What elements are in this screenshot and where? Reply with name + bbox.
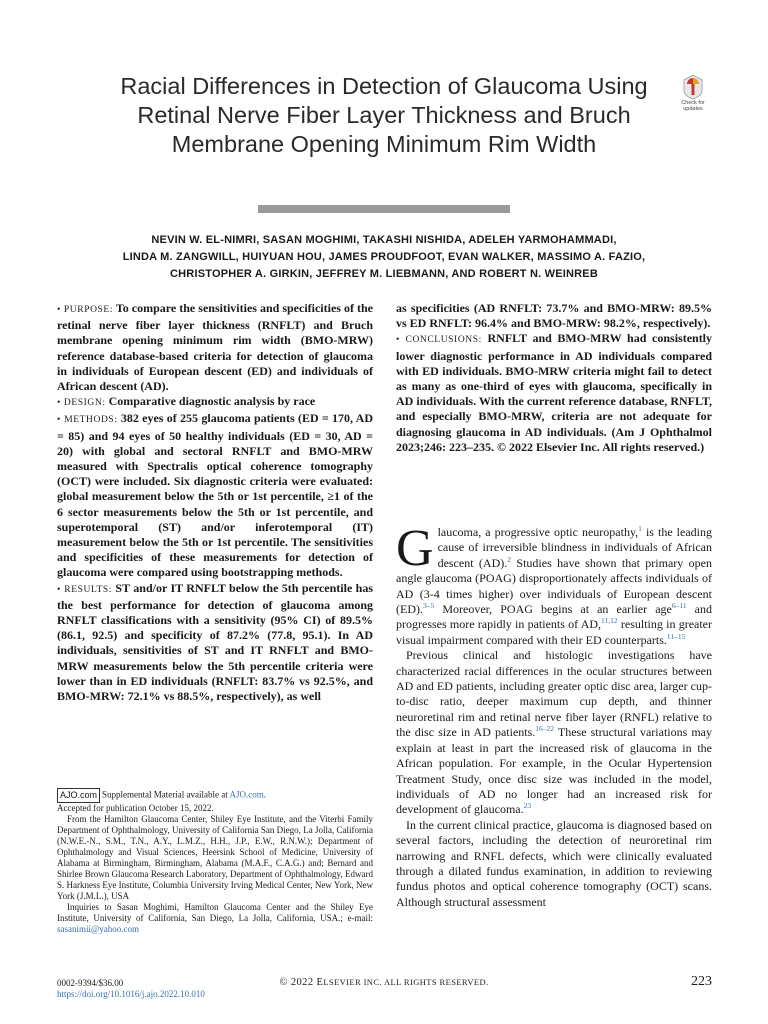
reference-link[interactable]: 11,12: [601, 616, 618, 626]
badge-line2: updates: [683, 106, 703, 112]
purpose-text: To compare the sensitivities and specificities of the retinal nerve fiber layer thickness (RNFLT) and Bruch membrane opening minimum rim width (BMO-MRW) reference database-based criteria for detection of glaucoma in individuals of European descent (ED) and individuals of African descent (AD).: [57, 301, 373, 394]
inquiries-text: Inquiries to Sasan Moghimi, Hamilton Glaucoma Center and the Shiley Eye Institute, University of California, San Diego, La Jolla, California, USA.; e-mail:: [57, 902, 373, 923]
results-label: • RESULTS:: [57, 584, 113, 595]
body-text-run: Studies have shown that primary open angle glaucoma (POAG) disproportionately affects individuals of AD (3-4 times higher) over individuals of European descent (ED).: [396, 555, 712, 617]
copyright-prefix: © 2022 E: [279, 977, 324, 988]
body-paragraph-2: [396, 648, 712, 817]
correspondence: [57, 902, 373, 935]
reference-link[interactable]: 6–11: [671, 601, 687, 611]
supplemental-link[interactable]: AJO.com: [229, 789, 264, 800]
body-text-run: laucoma, a progressive optic neuropathy,: [437, 525, 639, 539]
drop-cap: G: [396, 520, 434, 577]
body-text-run: Previous clinical and histologic investigations have characterized racial differences in the ocular structures between AD and ED patients, including greater optic disc area, larger cup-to-disc ratio, deeper maximum cup depth, and thinner neuroretinal rim and retinal nerve fiber layer (RNFL) relative to the disc size in AD patients.: [396, 648, 712, 740]
crossmark-icon: [682, 74, 704, 100]
results-text: ST and/or IT RNFLT below the 5th percentile has the best performance for detection of glaucoma among RNFLT classifications with a sensitivity (95% CI) of 89.5% (86.1, 92.5) and specificity of 87.2% (77.8, 95.1). In AD individuals, sensitivities of ST and IT RNFLT and BMO-MRW measurements below the 5th percentile criteria were lower than in ED individuals (RNFLT: 83.7% vs 92.5%, and BMO-MRW: 72.1% vs 88.5%, respectively), as well: [57, 580, 373, 704]
body-text-run: is the leading cause of irreversible blindness in individuals of African descent (AD).: [437, 525, 712, 570]
purpose-label: • PURPOSE:: [57, 305, 114, 315]
abstract-results: [57, 581, 373, 705]
abstract-right-column: [396, 301, 712, 455]
reference-link[interactable]: 1: [638, 524, 642, 533]
body-paragraph-3: In the current clinical practice, glaucoma is diagnosed based on several factors, including the detection of neuroretinal rim narrowing and RNFL defects, which were clinically evaluated through a dilated fundus examination, in addition to reviewing fundus photos and optical coherence tomography (OCT) scans. Although structural assessment: [396, 817, 712, 909]
copyright-rest: LSEVIER INC. ALL RIGHTS RESERVED.: [323, 977, 489, 987]
reference-link[interactable]: 3–5: [423, 601, 435, 611]
doi-link[interactable]: https://doi.org/10.1016/j.ajo.2022.10.010: [57, 989, 205, 999]
badge-line1: Check for: [681, 100, 705, 106]
check-for-updates-badge[interactable]: [676, 74, 710, 114]
reference-link[interactable]: 23: [523, 801, 532, 811]
footnotes: [57, 788, 373, 935]
results-continued: as specificities (AD RNFLT: 73.7% and BMO-MRW: 89.5% vs ED RNFLT: 96.4% and BMO-MRW: 98.2%, respectively).: [396, 301, 712, 331]
accepted-date: Accepted for publication October 15, 2022.: [57, 803, 214, 813]
reference-link[interactable]: 16–22: [535, 724, 555, 734]
citation-text: (Am J Ophthalmol 2023;246: 223–235. © 2022 Elsevier Inc. All rights reserved.): [396, 424, 712, 454]
abstract-methods: [57, 411, 373, 580]
methods-label: • METHODS:: [57, 415, 118, 426]
supplemental-text: Supplemental Material available at: [102, 789, 228, 800]
body-text-run: These structural variations may explain at least in part the increased risk of glaucoma in the African population. For example, in the Ocular Hypertension Treatment Study, once disc size was included in the model, individuals of AD no longer had an increased risk for development of glaucoma.: [396, 725, 712, 817]
author-list: [60, 232, 708, 283]
affiliations: From the Hamilton Glaucoma Center, Shiley Eye Institute, and the Viterbi Family Department of Ophthalmology, University of California San Diego, La Jolla, California (N.W.E.-N., S.M., T.N., A.Y., L.M.Z., H.H., J.P., E.W., R.N.W.); Department of Ophthalmology and Visual Sciences, Heersink School of Medicine, University of Alabama at Birmingham, Birmingham, Alabama (M.A.F., C.A.G.) and; Bernard and Shirlee Brown Glaucoma Research Laboratory, Department of Ophthalmology, Edward S. Harkness Eye Institute, Columbia University Irving Medical Center, New York, New York (J.M.L.), USA: [57, 814, 373, 901]
title-divider: [258, 205, 510, 213]
abstract-design: [57, 394, 373, 411]
article-title: Racial Differences in Detection of Glaucoma Using Retinal Nerve Fiber Layer Thickness and Bruch Membrane Opening Minimum Rim Width: [120, 73, 648, 157]
reference-link[interactable]: 2: [507, 554, 512, 564]
body-paragraph-1: [396, 520, 712, 648]
footer-copyright: [258, 977, 510, 988]
email-link[interactable]: sasanimii@yahoo.com: [57, 924, 140, 934]
footer-identifiers: [57, 978, 205, 1000]
ajo-logo: AJO.com: [57, 788, 100, 803]
author-line: LINDA M. ZANGWILL, HUIYUAN HOU, JAMES PROUDFOOT, EVAN WALKER, MASSIMO A. FAZIO,: [122, 251, 646, 263]
design-text: Comparative diagnostic analysis by race: [108, 394, 316, 409]
body-text-run: resulting in greater visual impairment compared with their ED counterparts.: [396, 617, 712, 647]
methods-text: 382 eyes of 255 glaucoma patients (ED = 170, AD = 85) and 94 eyes of 50 healthy individuals (ED = 30, AD = 20) with global and sectoral RNFLT and BMO-MRW measured with Spectralis optical coherence tomography (OCT) were included. Six diagnostic criteria were evaluated: global measurement below the 5th or 1st percentile, ≥1 of the 6 sector measurements below the 5th or 1st percentile, and superotemporal (ST) and/or inferotemporal (IT) measurement below the 5th or 1st percentile. The sensitivities and specificities of these measurements for detection of glaucoma were compared using bootstrapping methods.: [57, 411, 373, 580]
supplemental-note: AJO.com Supplemental Material available at AJO.com.: [57, 788, 373, 803]
author-line: CHRISTOPHER A. GIRKIN, JEFFREY M. LIEBMANN, AND ROBERT N. WEINREB: [170, 268, 598, 280]
design-label: • DESIGN:: [57, 398, 106, 409]
conclusions-text: RNFLT and BMO-MRW had consistently lower diagnostic performance in AD individuals compared with ED individuals. BMO-MRW criteria might fail to detect as many as one-third of eyes with glaucoma, specifically in AD individuals. With the current reference database, RNFLT, and especially BMO-MRW, criteria are not adequate for diagnosing glaucoma in AD individuals.: [396, 331, 713, 439]
body-text-run: Moreover, POAG begins at an earlier age: [434, 602, 672, 617]
body-text-run: and progresses more rapidly in patients of AD,: [396, 602, 712, 632]
page-number: 223: [691, 974, 712, 989]
body-text: [396, 520, 712, 910]
conclusions-label: • CONCLUSIONS:: [396, 335, 482, 346]
abstract-left-column: [57, 301, 373, 704]
abstract-purpose: [57, 301, 373, 394]
abstract-conclusions: [396, 331, 712, 455]
issn-price: 0002-9394/$36.00: [57, 978, 124, 988]
author-line: NEVIN W. EL-NIMRI, SASAN MOGHIMI, TAKASHI NISHIDA, ADELEH YARMOHAMMADI,: [151, 234, 617, 246]
reference-link[interactable]: 11–15: [666, 631, 686, 641]
